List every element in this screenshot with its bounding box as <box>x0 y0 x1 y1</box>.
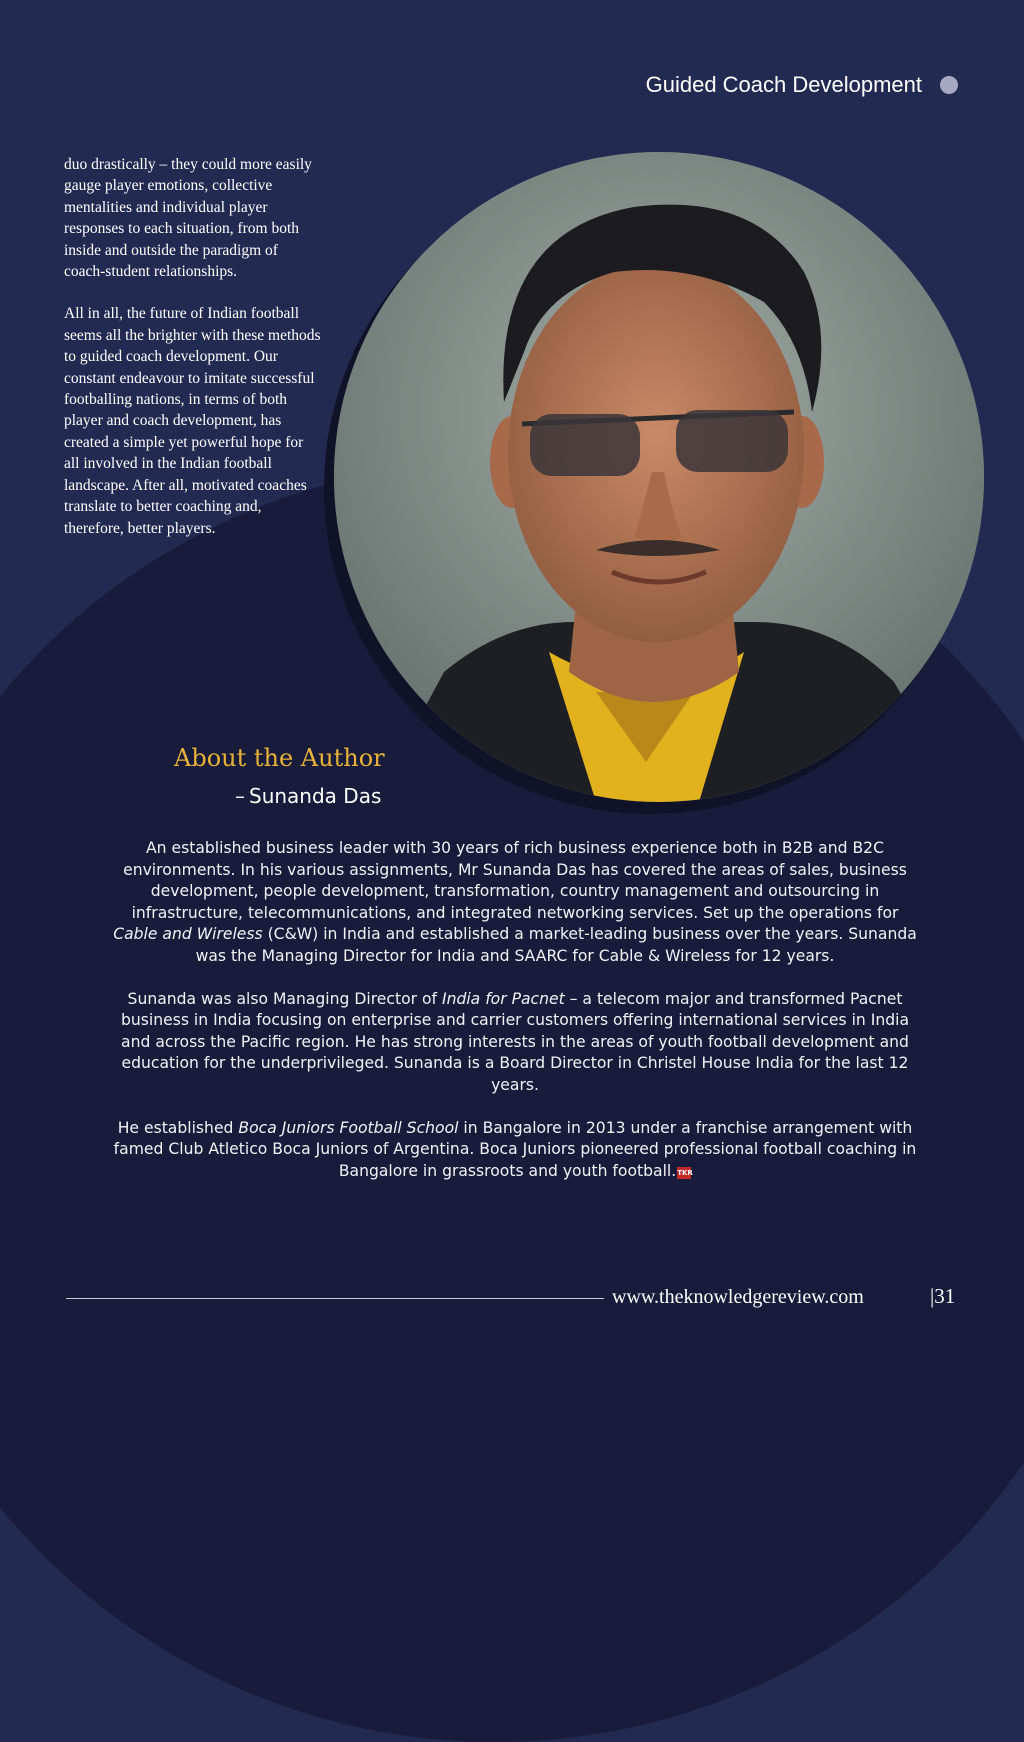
bio-text: (C&W) in India and established a market-leading business over the years. Sunanda was the Managing Director for India and SAARC for Cable & Wireless for 12 years. <box>195 925 917 965</box>
page-number: |31 <box>930 1284 956 1308</box>
bio-emphasis: India for Pacnet <box>441 989 565 1008</box>
bio-emphasis: Cable and Wireless <box>113 925 263 943</box>
author-name: Sunanda Das <box>249 784 382 808</box>
bio-text: He established <box>117 1118 239 1137</box>
section-title: Guided Coach Development <box>645 72 922 97</box>
bio-text: – a telecom major and transformed Pacnet business in India focusing on enterprise and carrier customers offering international services in India and across the Pacific region. He has strong interests in the areas of youth football development and education for the underprivileged. Sunanda is a Board Director in Christel House India for the last 12 years. <box>120 989 910 1094</box>
tkr-logo-icon: TKR <box>677 1168 693 1177</box>
header-dot-icon <box>940 76 958 94</box>
column-paragraph-1: duo drastically – they could more easily gauge player emotions, collective mentalities and individual player responses to each situation, from both inside and outside the paradigm of coach-student relationships. <box>64 156 312 281</box>
about-author-heading: About the Author <box>174 744 385 772</box>
byline-dash: – <box>235 784 245 808</box>
author-byline <box>235 784 381 808</box>
bio-paragraph-3 <box>110 1118 920 1183</box>
section-header <box>646 72 958 98</box>
bio-paragraph-1 <box>110 838 920 967</box>
author-portrait-illustration <box>334 152 984 802</box>
bio-text: in Bangalore in 2013 under a franchise arrangement with famed Club Atletico Boca Juniors of Argentina. Boca Juniors pioneered professional football coaching in Bangalore in grassroots and youth football. <box>113 1118 917 1180</box>
bio-emphasis: Boca Juniors Football School <box>238 1118 459 1137</box>
author-photo <box>334 152 984 802</box>
bio-text: An established business leader with 30 years of rich business experience both in B2B and B2C environments. In his various assignments, Mr Sunanda Das has covered the areas of sales, business development, people development, transformation, country management and outsourcing in infrastructure, telecommunications, and integrated networking services. Set up the operations for <box>123 839 907 922</box>
bio-paragraph-2 <box>110 989 920 1097</box>
bio-text: Sunanda was also Managing Director of <box>127 989 442 1008</box>
author-bio <box>110 838 920 1204</box>
column-paragraph-2: All in all, the future of Indian football seems all the brighter with these methods to guided coach development. Our constant endeavour to imitate successful footballing nations, in terms of both player and coach development, has created a simple yet powerful hope for all involved in the Indian football landscape. After all, motivated coaches translate to better coaching and, therefore, better players. <box>64 305 321 537</box>
article-column <box>64 154 322 560</box>
footer-url[interactable]: www.theknowledgereview.com <box>612 1286 864 1308</box>
footer-divider <box>66 1298 604 1299</box>
